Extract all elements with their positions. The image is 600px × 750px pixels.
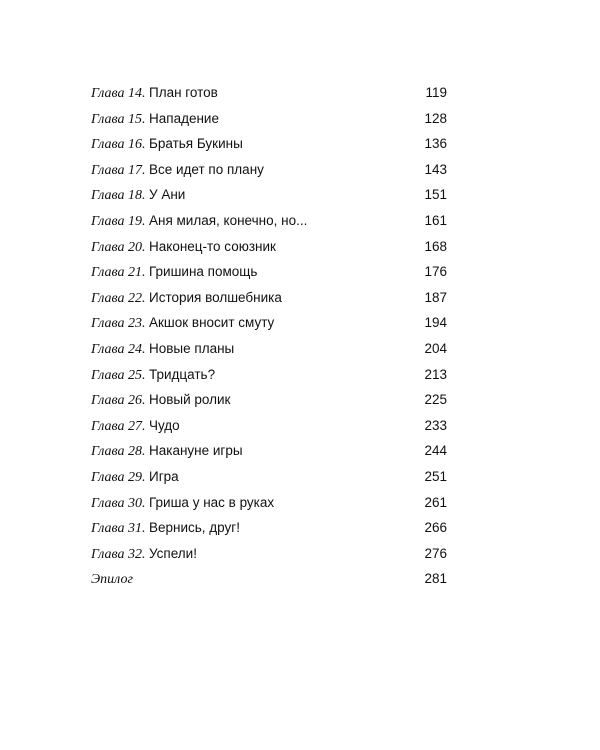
chapter-title: Накануне игры bbox=[149, 443, 243, 459]
dot-leader bbox=[280, 317, 411, 331]
dot-leader bbox=[246, 522, 411, 536]
page-number: 204 bbox=[424, 340, 447, 356]
toc-entry bbox=[91, 464, 447, 490]
page-number: 187 bbox=[424, 289, 447, 305]
toc-entry bbox=[91, 541, 447, 567]
chapter-number: Глава 27. bbox=[91, 418, 146, 434]
chapter-number: Глава 14. bbox=[91, 86, 146, 101]
chapter-title: Гришина помощь bbox=[149, 264, 258, 280]
chapter-title: Братья Букины bbox=[149, 136, 243, 152]
page-number: 276 bbox=[424, 545, 447, 561]
chapter-number: Глава 24. bbox=[91, 341, 146, 357]
page-number: 161 bbox=[424, 212, 447, 228]
dot-leader bbox=[282, 240, 411, 254]
page-number: 281 bbox=[424, 571, 447, 587]
dot-leader bbox=[249, 138, 411, 152]
chapter-number: Глава 25. bbox=[91, 367, 146, 383]
page-number: 233 bbox=[424, 417, 447, 433]
toc-entry bbox=[91, 234, 447, 260]
page-number: 225 bbox=[424, 392, 447, 408]
chapter-number: Глава 19. bbox=[91, 213, 146, 229]
toc-entry bbox=[91, 515, 447, 541]
toc-entry bbox=[91, 387, 447, 413]
toc-entry bbox=[91, 131, 447, 157]
chapter-number: Глава 15. bbox=[91, 111, 146, 127]
page-number: 136 bbox=[424, 136, 447, 152]
page-number: 143 bbox=[424, 161, 447, 177]
chapter-number: Глава 17. bbox=[91, 162, 146, 178]
chapter-number: Глава 20. bbox=[91, 239, 146, 255]
chapter-title: Игра bbox=[149, 468, 179, 484]
dot-leader bbox=[288, 291, 411, 305]
chapter-title: Тридцать? bbox=[149, 366, 216, 382]
page-number: 266 bbox=[424, 520, 447, 536]
toc-entry bbox=[91, 80, 447, 106]
chapter-title: Новые планы bbox=[149, 340, 235, 356]
table-of-contents bbox=[91, 80, 447, 592]
chapter-number: Глава 32. bbox=[91, 546, 146, 562]
page-number: 251 bbox=[424, 468, 447, 484]
toc-entry bbox=[91, 362, 447, 388]
chapter-number: Глава 22. bbox=[91, 290, 146, 306]
toc-entry bbox=[91, 285, 447, 311]
page-number: 213 bbox=[424, 366, 447, 382]
page-number: 151 bbox=[424, 187, 447, 203]
dot-leader bbox=[240, 342, 411, 356]
toc-entry bbox=[91, 182, 447, 208]
chapter-title: Новый ролик bbox=[149, 392, 231, 408]
toc-entry bbox=[91, 413, 447, 439]
toc-entry bbox=[91, 208, 447, 234]
chapter-number: Глава 16. bbox=[91, 137, 146, 153]
dot-leader bbox=[270, 163, 411, 177]
chapter-title: Наконец-то союзник bbox=[149, 238, 276, 254]
chapter-title: Нападение bbox=[149, 110, 219, 126]
chapter-title: Вернись, друг! bbox=[149, 520, 240, 536]
epilog-label: Эпилог bbox=[91, 572, 133, 588]
toc-entry-epilog bbox=[91, 566, 447, 592]
chapter-title: План готов bbox=[149, 85, 218, 100]
chapter-number: Глава 30. bbox=[91, 495, 146, 511]
page-number: 128 bbox=[424, 110, 447, 126]
chapter-title: История волшебника bbox=[149, 289, 282, 305]
chapter-number: Глава 26. bbox=[91, 393, 146, 409]
dot-leader bbox=[203, 547, 411, 561]
dot-leader bbox=[249, 445, 411, 459]
chapter-number: Глава 28. bbox=[91, 444, 146, 460]
chapter-number: Глава 31. bbox=[91, 521, 146, 537]
chapter-title: Акшок вносит смуту bbox=[149, 315, 275, 331]
dot-leader bbox=[280, 496, 411, 510]
chapter-title: Успели! bbox=[149, 545, 197, 561]
page-number: 176 bbox=[424, 264, 447, 280]
toc-entry bbox=[91, 310, 447, 336]
toc-entry bbox=[91, 336, 447, 362]
dot-leader bbox=[186, 419, 411, 433]
dot-leader bbox=[191, 189, 411, 203]
dot-leader bbox=[236, 394, 411, 408]
dot-leader bbox=[263, 266, 411, 280]
toc-entry bbox=[91, 490, 447, 516]
chapter-number: Глава 29. bbox=[91, 469, 146, 485]
chapter-title: Аня милая, конечно, но... bbox=[149, 212, 308, 228]
dot-leader bbox=[225, 112, 411, 126]
dot-leader bbox=[313, 214, 411, 228]
toc-entry bbox=[91, 438, 447, 464]
page-number: 168 bbox=[424, 238, 447, 254]
chapter-number: Глава 21. bbox=[91, 265, 146, 281]
chapter-number: Глава 23. bbox=[91, 316, 146, 332]
chapter-title: Чудо bbox=[149, 417, 180, 433]
page-number: 194 bbox=[424, 315, 447, 331]
dot-leader bbox=[185, 470, 411, 484]
chapter-title: Все идет по плану bbox=[149, 161, 264, 177]
chapter-title: У Ани bbox=[149, 187, 186, 203]
chapter-number: Глава 18. bbox=[91, 188, 146, 204]
page-number: 261 bbox=[424, 494, 447, 510]
toc-entry bbox=[91, 106, 447, 132]
page-number: 244 bbox=[424, 443, 447, 459]
page-number: 119 bbox=[425, 85, 447, 100]
dot-leader bbox=[149, 573, 411, 587]
toc-entry bbox=[91, 259, 447, 285]
toc-entry bbox=[91, 157, 447, 183]
chapter-title: Гриша у нас в руках bbox=[149, 494, 275, 510]
dot-leader bbox=[221, 368, 411, 382]
dot-leader bbox=[224, 87, 411, 101]
